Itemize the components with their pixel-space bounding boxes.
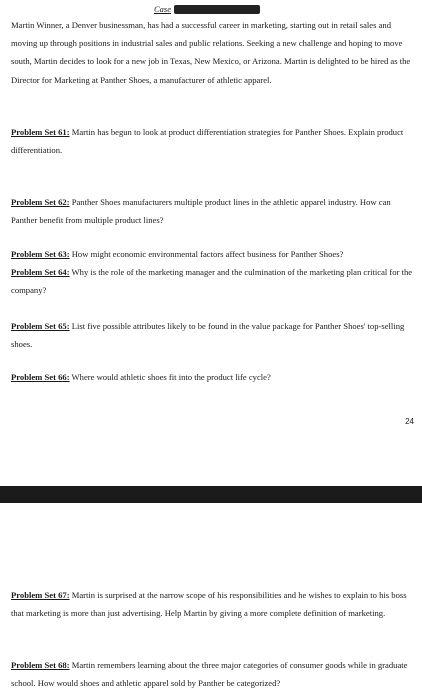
problem-64 <box>11 263 413 299</box>
problem-61 <box>11 123 413 159</box>
document-page-2 <box>0 503 422 700</box>
case-header <box>154 4 260 14</box>
problem-63 <box>11 245 413 263</box>
page-number: 24 <box>405 417 414 426</box>
problem-label: Problem Set 64: <box>11 267 70 277</box>
problem-text: Martin is surprised at the narrow scope of his responsibilities and he wishes to explain to his boss that marketing is more than just advertising. Help Martin by giving a more complete definition of marketing. <box>11 590 407 619</box>
problem-label: Problem Set 65: <box>11 321 70 331</box>
problem-text: How might economic environmental factors affect business for Panther Shoes? <box>69 249 344 259</box>
problem-label: Problem Set 68: <box>11 660 70 670</box>
problem-66 <box>11 368 413 386</box>
problem-text: Panther Shoes manufacturers multiple product lines in the athletic apparel industry. How can Panther benefit from multiple product lines? <box>11 197 391 226</box>
problem-67 <box>11 586 413 622</box>
problem-label: Problem Set 66: <box>11 372 70 382</box>
problem-text: List five possible attributes likely to be found in the value package for Panther Shoes' top-selling shoes. <box>11 321 405 350</box>
problem-label: Problem Set 63: <box>11 249 70 259</box>
intro-paragraph: Martin Winner, a Denver businessman, has had a successful career in marketing, starting out in retail sales and moving up through positions in industrial sales and public relations. Seeking a new challenge and hoping to move south, Martin decides to look for a new job in Texas, New Mexico, or Arizona. Martin is delighted to be hired as the Director for Marketing at Panther Shoes, a manufacturer of athletic apparel. <box>11 20 411 85</box>
problem-62 <box>11 193 413 229</box>
redaction-mark <box>174 5 260 14</box>
problem-text: Martin has begun to look at product differentiation strategies for Panther Shoes. Explain product differentiation. <box>11 127 404 156</box>
problem-text: Why is the role of the marketing manager and the culmination of the marketing plan critical for the company? <box>11 267 413 296</box>
problem-label: Problem Set 67: <box>11 590 70 600</box>
problem-65 <box>11 317 413 353</box>
problem-text: Martin remembers learning about the three major categories of consumer goods while in graduate school. How would shoes and athletic apparel sold by Panther be categorized? <box>11 660 408 689</box>
problem-text: Where would athletic shoes fit into the product life cycle? <box>69 372 271 382</box>
page-separator <box>0 486 422 503</box>
problem-label: Problem Set 61: <box>11 127 70 137</box>
case-label: Case <box>154 4 171 14</box>
problem-label: Problem Set 62: <box>11 197 70 207</box>
problem-68 <box>11 656 413 692</box>
